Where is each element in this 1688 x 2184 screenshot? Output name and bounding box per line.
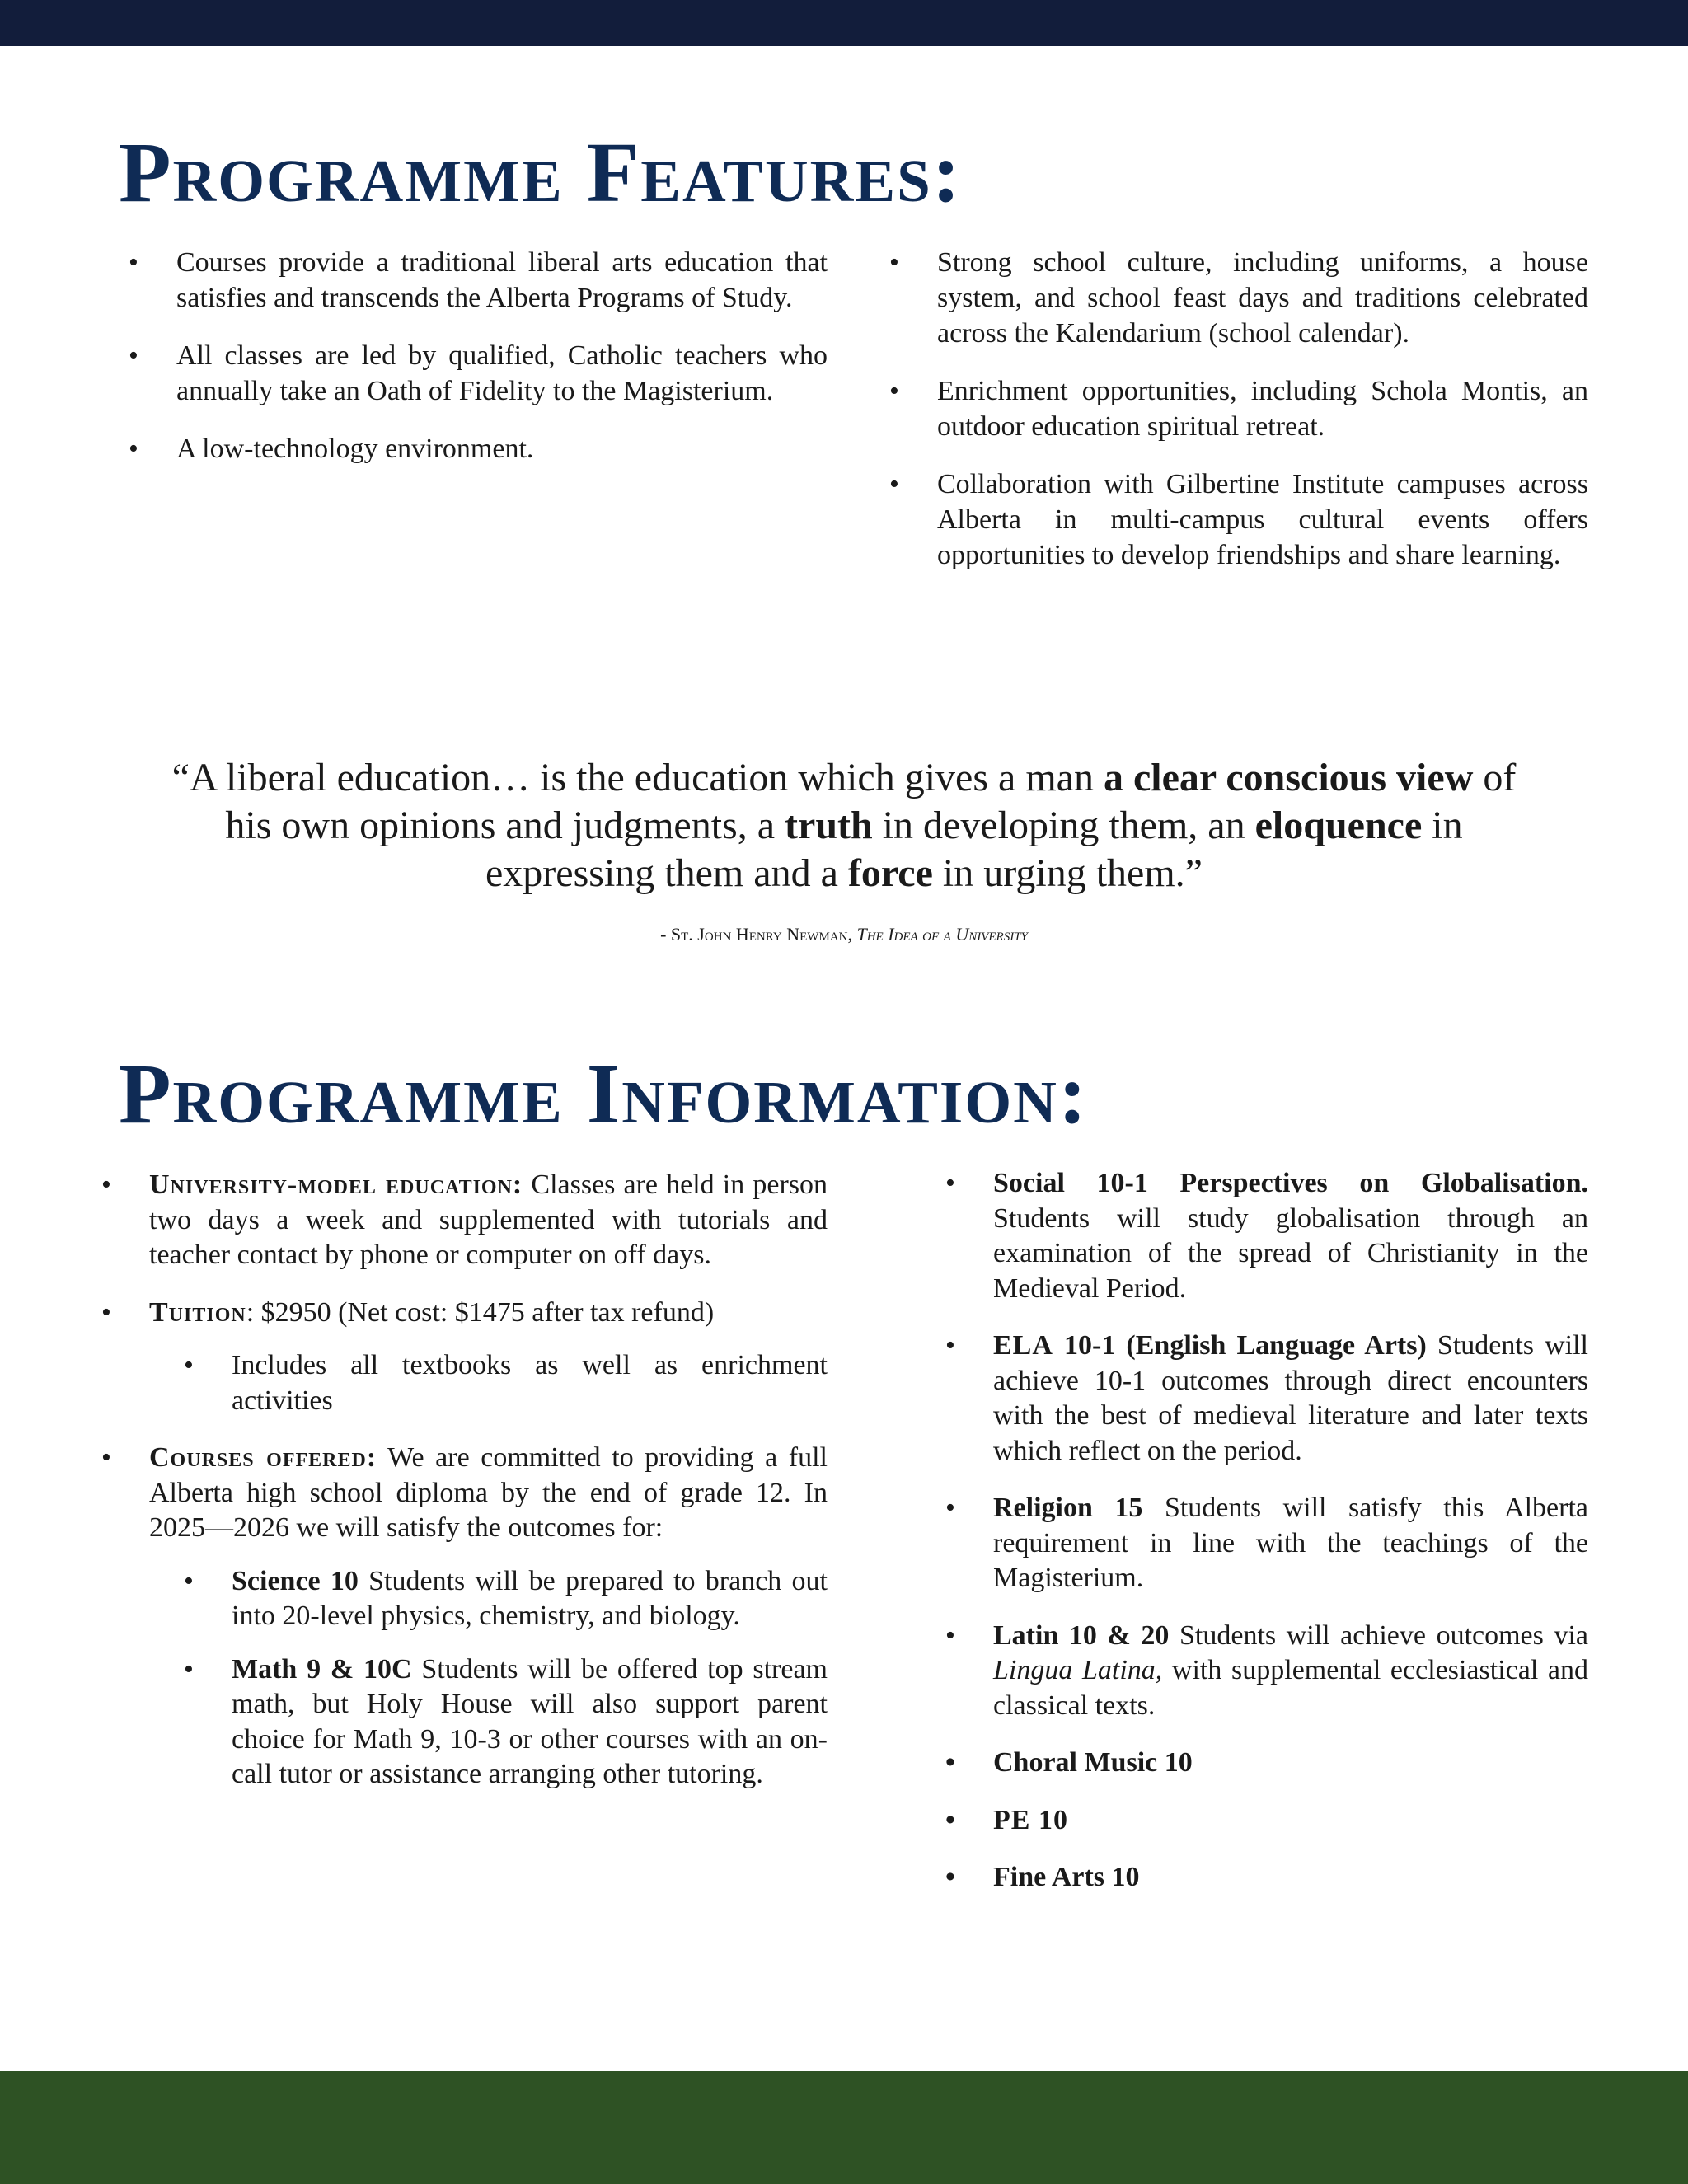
information-list-right: [993, 1166, 1588, 1918]
course-label: Religion 15: [993, 1493, 1143, 1523]
course-text: Students will be prepared to branch out into 20-level physics, chemistry, and biology.: [232, 1565, 828, 1631]
quote-attribution: [0, 923, 1688, 946]
info-label: Tuition: [149, 1296, 246, 1328]
course-item-pe: • PE 10: [993, 1803, 1588, 1839]
tuition-subitem: • Includes all textbooks as well as enrichment activities: [232, 1348, 828, 1418]
programme-information-heading: Programme Information:: [119, 1047, 1089, 1141]
course-item-science: [232, 1564, 828, 1634]
quote-emphasis: force: [847, 851, 933, 895]
bottom-color-band: [0, 2071, 1688, 2184]
attribution-author: - St. John Henry Newman,: [660, 924, 857, 944]
info-item-courses-offered: [149, 1441, 828, 1793]
course-text-italic: Lingua Latina,: [993, 1655, 1163, 1685]
info-label: University-model education:: [149, 1169, 523, 1200]
feature-item: • All classes are led by qualified, Catholic teachers who annually take an Oath of Fidelity to the Magisterium.: [176, 338, 828, 409]
quote-text: of his own opinions and judgments, a: [225, 756, 1517, 847]
course-text: Students will study globalisation through an examination of the spread of Christianity in the Medieval Period.: [993, 1202, 1588, 1304]
course-item-latin: [993, 1619, 1588, 1724]
course-item-math: [232, 1652, 828, 1793]
info-item-tuition: [149, 1296, 828, 1419]
course-item-fine-arts: • Fine Arts 10: [993, 1860, 1588, 1896]
quote-emphasis: a clear conscious view: [1103, 756, 1474, 799]
course-text: with supplemental ecclesiastical and classical texts.: [993, 1655, 1588, 1721]
newman-quote: [157, 754, 1531, 898]
quote-text: in urging them.”: [932, 851, 1203, 895]
programme-features-heading: Programme Features:: [119, 125, 963, 220]
features-list-right: [937, 245, 1588, 595]
course-label: Math 9 & 10C: [232, 1653, 412, 1685]
info-text: We are committed to providing a full Alberta high school diploma by the end of grade 12. In 2025—2026 we will satisfy the outcomes for:: [149, 1442, 828, 1543]
info-text: Classes are held in person two days a week and supplemented with tutorials and teacher contact by phone or computer on off days.: [149, 1169, 828, 1270]
course-text: Students will satisfy this Alberta requirement in line with the teachings of the Magisterium.: [993, 1493, 1588, 1593]
quote-emphasis: eloquence: [1254, 804, 1423, 847]
quote-text: in developing them, an: [872, 804, 1255, 847]
quote-text: “A liberal education… is the education which gives a man: [171, 756, 1104, 799]
info-text: : $2950 (Net cost: $1475 after tax refund): [246, 1296, 715, 1328]
tuition-sublist: [149, 1348, 828, 1418]
feature-item: • Enrichment opportunities, including Schola Montis, an outdoor education spiritual retreat.: [937, 373, 1588, 444]
course-label: 10-1 (English Language Arts): [1053, 1330, 1427, 1361]
course-text: Students will achieve 10-1 outcomes through direct encounters with the best of medieval literature and later texts which reflect on the period.: [993, 1330, 1588, 1466]
course-item-choral: • Choral Music 10: [993, 1746, 1588, 1781]
course-item-social: [993, 1166, 1588, 1306]
information-list-left: [149, 1168, 828, 1815]
course-label: Latin 10 & 20: [993, 1619, 1170, 1651]
top-color-band: [0, 0, 1688, 46]
course-item-religion: [993, 1491, 1588, 1596]
info-label: Courses offered:: [149, 1442, 377, 1473]
feature-item: • A low-technology environment.: [176, 431, 828, 466]
course-item-ela: [993, 1329, 1588, 1469]
feature-item: • Courses provide a traditional liberal arts education that satisfies and transcends the Alberta Programs of Study.: [176, 245, 828, 316]
info-item-university-model: [149, 1168, 828, 1273]
feature-item: • Strong school culture, including uniforms, a house system, and school feast days and traditions celebrated across the Kalendarium (school calendar).: [937, 245, 1588, 351]
attribution-title: The Idea of a University: [856, 924, 1028, 944]
course-text: Students will be offered top stream math, but Holy House will also support parent choice for Math 9, 10-3 or other courses with an on-call tutor or assistance arranging other tutoring.: [232, 1653, 828, 1789]
course-label: Social 10-1 Perspectives on Globalisation.: [993, 1168, 1588, 1198]
course-label: Science 10: [232, 1565, 359, 1596]
quote-text: in expressing them and a: [485, 804, 1463, 895]
course-text: Students will achieve outcomes via: [1169, 1619, 1588, 1651]
quote-emphasis: truth: [785, 804, 873, 847]
courses-sublist: [149, 1564, 828, 1793]
features-list-left: [176, 245, 828, 489]
feature-item: • Collaboration with Gilbertine Institute campuses across Alberta in multi-campus cultural events offers opportunities to develop friendships and share learning.: [937, 466, 1588, 573]
course-label-abbr: ELA: [993, 1330, 1053, 1361]
